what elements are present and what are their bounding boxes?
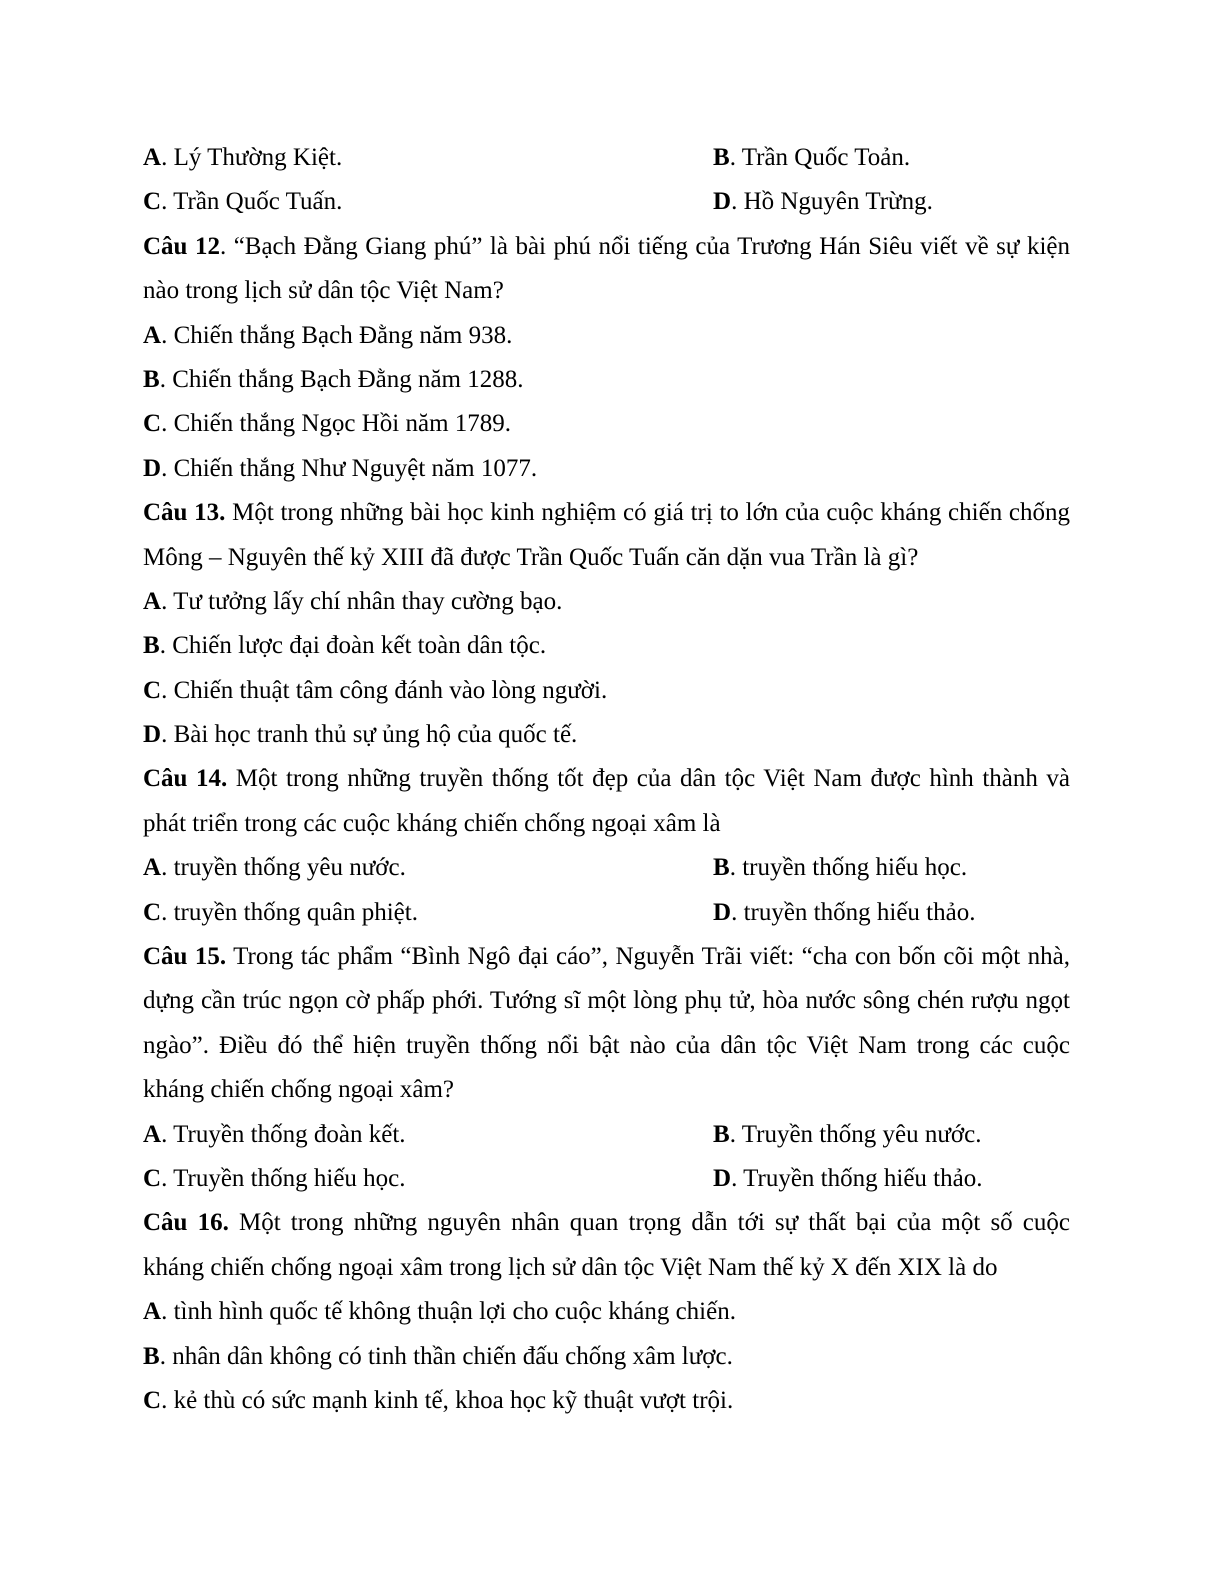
q11-option-c: C. Trần Quốc Tuấn. bbox=[143, 188, 343, 216]
q14-option-c: C. truyền thống quân phiệt. bbox=[143, 898, 418, 926]
q11-option-b: B. Trần Quốc Toản. bbox=[713, 144, 911, 171]
q12-stem-line-1: Câu 12. “Bạch Đằng Giang phú” là bài phú nổi tiếng của Trương Hán Siêu viết về sự kiện bbox=[143, 232, 1070, 260]
q15-option-b: B. Truyền thống yêu nước. bbox=[713, 1120, 982, 1148]
q15-option-a: A. Truyền thống đoàn kết. bbox=[143, 1120, 406, 1148]
q13-stem-line-1: Câu 13. Một trong những bài học kinh nghiệm có giá trị to lớn của cuộc kháng chiến chống bbox=[143, 499, 1070, 527]
q15-stem-line-4: kháng chiến chống ngoại xâm? bbox=[143, 1076, 455, 1104]
q14-label: Câu 14. bbox=[143, 765, 228, 793]
q16-option-b: B. nhân dân không có tinh thần chiến đấu chống xâm lược. bbox=[143, 1342, 733, 1370]
q15-options-row-1 bbox=[143, 1113, 1070, 1157]
q15-options-row-2 bbox=[143, 1157, 1070, 1201]
q15-option-c: C. Truyền thống hiếu học. bbox=[143, 1164, 406, 1192]
q15-label: Câu 15. bbox=[143, 943, 227, 971]
q13-option-b: B. Chiến lược đại đoàn kết toàn dân tộc. bbox=[143, 632, 547, 660]
q11-option-d: D. Hồ Nguyên Trừng. bbox=[713, 188, 933, 216]
q13-label: Câu 13. bbox=[143, 499, 226, 527]
q14-option-a: A. truyền thống yêu nước. bbox=[143, 854, 406, 882]
q11-options-row-1 bbox=[143, 136, 1070, 180]
q16-label: Câu 16. bbox=[143, 1209, 229, 1237]
q16-option-c: C. kẻ thù có sức mạnh kinh tế, khoa học kỹ thuật vượt trội. bbox=[143, 1386, 734, 1414]
q15-stem-line-1: Câu 15. Trong tác phẩm “Bình Ngô đại cáo”, Nguyễn Trãi viết: “cha con bốn cõi một nhà, bbox=[143, 943, 1070, 971]
q15-option-d: D. Truyền thống hiếu thảo. bbox=[713, 1164, 983, 1192]
q12-option-a: A. Chiến thắng Bạch Đằng năm 938. bbox=[143, 321, 513, 349]
q12-option-c: C. Chiến thắng Ngọc Hồi năm 1789. bbox=[143, 410, 512, 438]
q14-option-b: B. truyền thống hiếu học. bbox=[713, 854, 968, 882]
q12-stem-line-2: nào trong lịch sử dân tộc Việt Nam? bbox=[143, 277, 504, 305]
q11-option-a: A. Lý Thường Kiệt. bbox=[143, 144, 343, 171]
q15-stem-line-3: ngào”. Điều đó thể hiện truyền thống nổi bật nào của dân tộc Việt Nam trong các cuộc bbox=[143, 1031, 1070, 1059]
q15-stem-line-2: dựng cần trúc ngọn cờ phấp phới. Tướng sĩ một lòng phụ tử, hòa nước sông chén rượu ngọt bbox=[143, 987, 1070, 1015]
q14-stem-line-2: phát triển trong các cuộc kháng chiến chống ngoại xâm là bbox=[143, 809, 721, 837]
q14-options-row-1 bbox=[143, 846, 1070, 890]
q16-stem-line-2: kháng chiến chống ngoại xâm trong lịch sử dân tộc Việt Nam thế kỷ X đến XIX là do bbox=[143, 1253, 998, 1281]
document-page bbox=[143, 136, 1070, 1423]
q12-option-b: B. Chiến thắng Bạch Đằng năm 1288. bbox=[143, 365, 524, 393]
q16-option-a: A. tình hình quốc tế không thuận lợi cho cuộc kháng chiến. bbox=[143, 1298, 736, 1326]
q13-stem-line-2: Mông – Nguyên thế kỷ XIII đã được Trần Quốc Tuấn căn dặn vua Trần là gì? bbox=[143, 543, 919, 571]
q13-option-c: C. Chiến thuật tâm công đánh vào lòng người. bbox=[143, 676, 608, 704]
q16-stem-line-1: Câu 16. Một trong những nguyên nhân quan trọng dẫn tới sự thất bại của một số cuộc bbox=[143, 1209, 1070, 1237]
q12-option-d: D. Chiến thắng Như Nguyệt năm 1077. bbox=[143, 454, 538, 482]
q11-options-row-2 bbox=[143, 180, 1070, 224]
q13-option-d: D. Bài học tranh thủ sự ủng hộ của quốc tế. bbox=[143, 721, 578, 749]
q13-option-a: A. Tư tưởng lấy chí nhân thay cường bạo. bbox=[143, 587, 563, 615]
q14-options-row-2 bbox=[143, 891, 1070, 935]
q14-option-d: D. truyền thống hiếu thảo. bbox=[713, 898, 976, 926]
q14-stem-line-1: Câu 14. Một trong những truyền thống tốt đẹp của dân tộc Việt Nam được hình thành và bbox=[143, 765, 1070, 793]
q12-label: Câu 12 bbox=[143, 232, 220, 260]
